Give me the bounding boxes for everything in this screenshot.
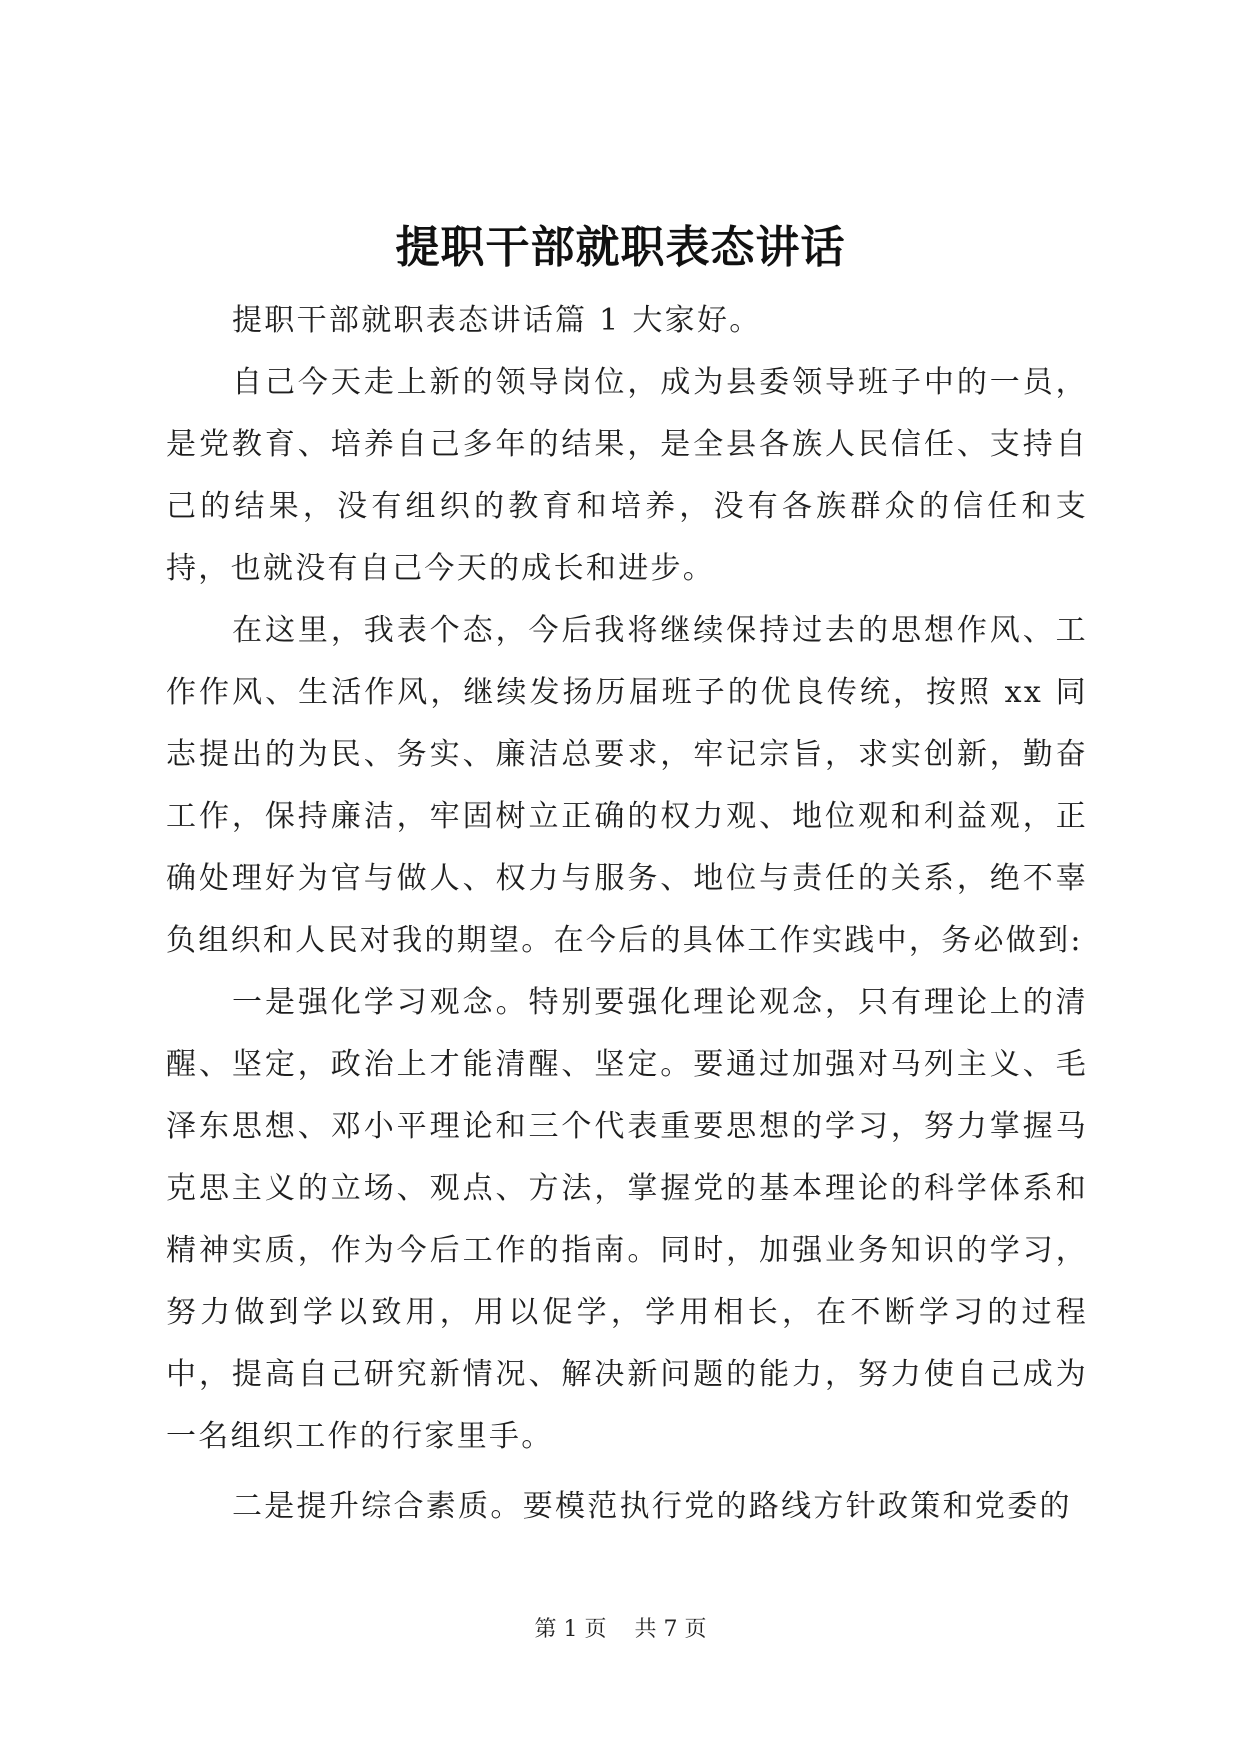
paragraph-3: 在这里，我表个态，今后我将继续保持过去的思想作风、工作作风、生活作风，继续发扬历届班子的优良传统，按照 xx 同志提出的为民、务实、廉洁总要求，牢记宗旨，求实创新，勤奋工作，保持廉洁，牢固树立正确的权力观、地位观和利益观，正确处理好为官与做人、权力与服务、地位与责任的关系，绝不辜负组织和人民对我的期望。在今后的具体工作实践中，务必做到: [166, 613, 1088, 958]
page-footer [0, 1616, 1241, 1644]
document-title: 提职干部就职表态讲话 [395, 222, 846, 273]
paragraph-1: 提职干部就职表态讲话篇 1 大家好。 [232, 303, 762, 338]
page-number: 第 1 页 [534, 1617, 607, 1642]
paragraph-2: 自己今天走上新的领导岗位，成为县委领导班子中的一员，是党教育、培养自己多年的结果，是全县各族人民信任、支持自己的结果，没有组织的教育和培养，没有各族群众的信任和支持，也就没有自己今天的成长和进步。 [166, 365, 1088, 586]
page-total: 共 7 页 [634, 1617, 707, 1642]
paragraph-5: 二是提升综合素质。要模范执行党的路线方针政策和党委的 [232, 1489, 1072, 1524]
paragraph-4: 一是强化学习观念。特别要强化理论观念，只有理论上的清醒、坚定，政治上才能清醒、坚定。要通过加强对马列主义、毛泽东思想、邓小平理论和三个代表重要思想的学习，努力掌握马克思主义的立场、观点、方法，掌握党的基本理论的科学体系和精神实质，作为今后工作的指南。同时，加强业务知识的学习，努力做到学以致用，用以促学，学用相长，在不断学习的过程中，提高自己研究新情况、解决新问题的能力，努力使自己成为一名组织工作的行家里手。 [166, 985, 1088, 1454]
document-body [166, 290, 1088, 1538]
